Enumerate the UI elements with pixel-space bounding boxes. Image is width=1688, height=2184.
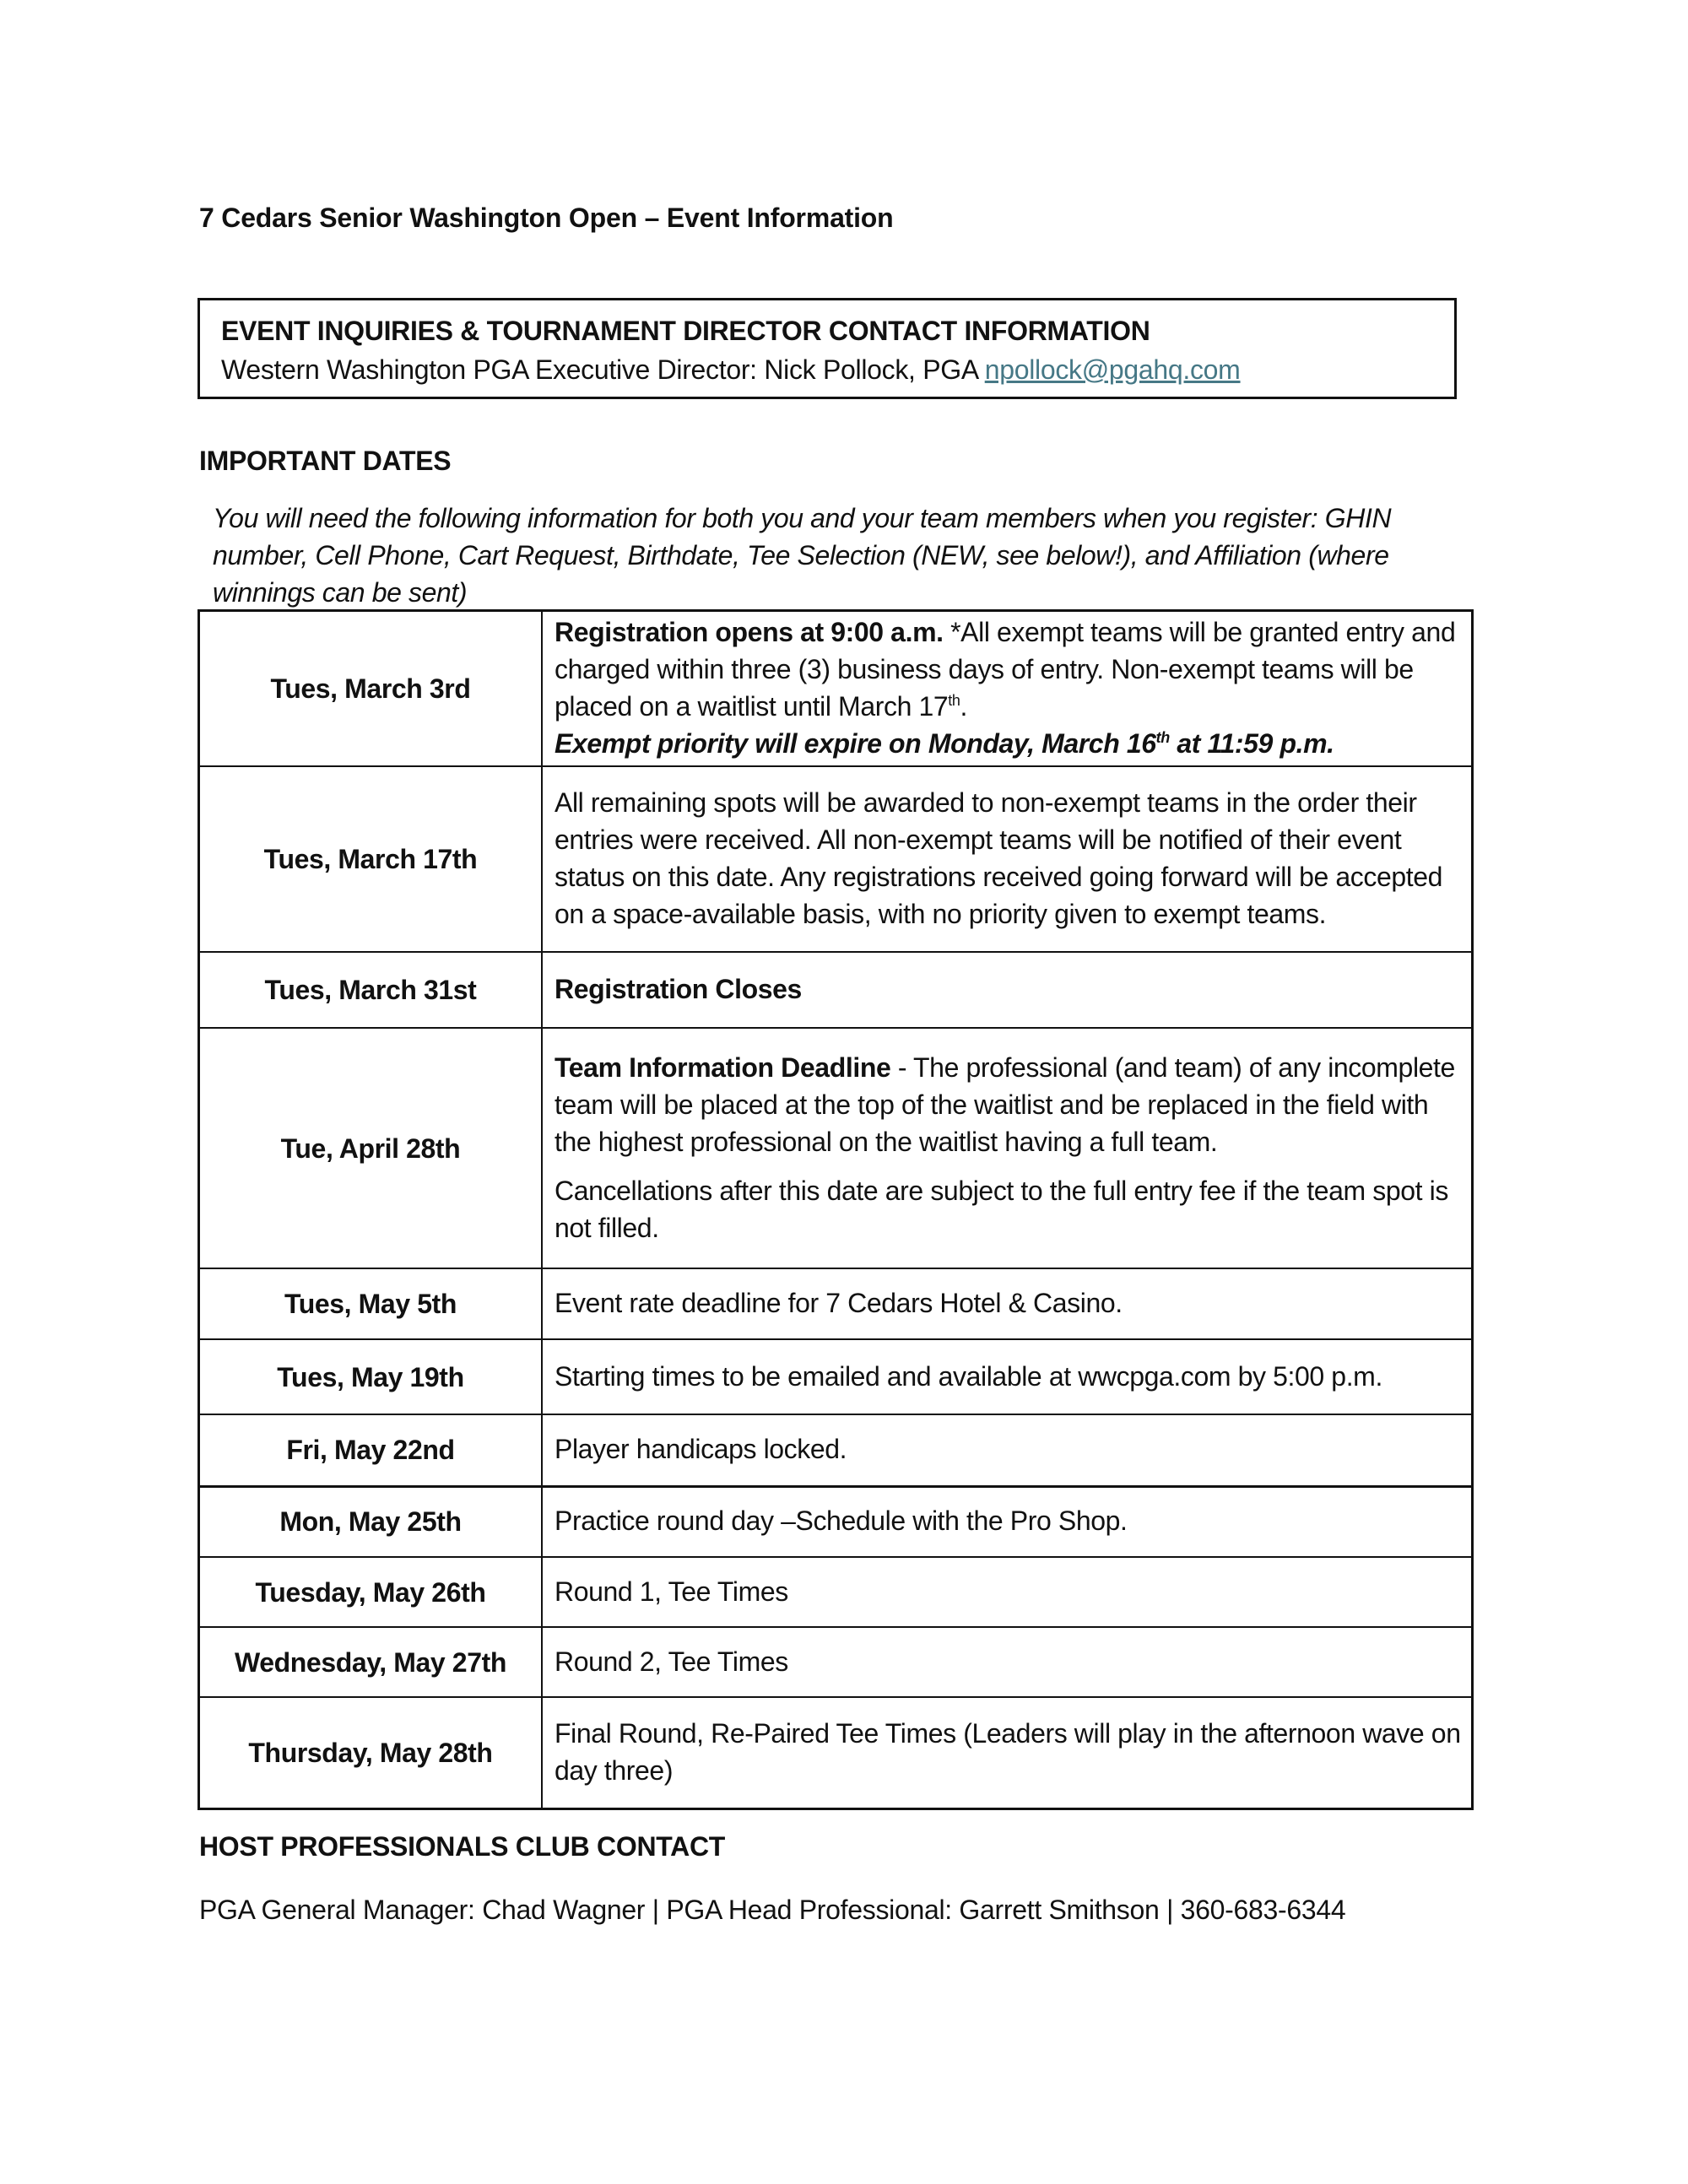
host-contact-line: PGA General Manager: Chad Wagner | PGA Head Professional: Garrett Smithson | 360-683-6344 xyxy=(199,1895,1346,1925)
description-cell: Starting times to be emailed and available at wwcpga.com by 5:00 p.m. xyxy=(542,1339,1473,1414)
contact-info-box xyxy=(197,298,1457,399)
contact-line xyxy=(221,349,1454,390)
table-row xyxy=(199,766,1473,952)
desc-text: - The professional (and team) of any incomplete team will be placed at the top of the waitlist and be replaced in the field with the highest professional on the waitlist having a full team. xyxy=(555,1051,1455,1157)
description-cell: Round 1, Tee Times xyxy=(542,1557,1473,1627)
registration-info-note: You will need the following information for both you and your team members when you register: GHIN number, Cell Phone, Cart Request, Birthdate, Tee Selection (NEW, see below!), and Affiliation (where winnings can be sent) xyxy=(213,503,1392,608)
document-title: 7 Cedars Senior Washington Open – Event Information xyxy=(199,203,894,233)
date-cell: Tues, May 19th xyxy=(199,1339,543,1414)
description-cell xyxy=(542,1028,1473,1268)
table-row xyxy=(199,1339,1473,1414)
table-row xyxy=(199,1627,1473,1697)
important-dates-table xyxy=(197,609,1474,1810)
description-cell: Round 2, Tee Times xyxy=(542,1627,1473,1697)
emphasis-text: Exempt priority will expire on Monday, March 16 xyxy=(555,728,1156,759)
description-cell: All remaining spots will be awarded to non-exempt teams in the order their entries were received. All non-exempt teams will be notified of their event status on this date. Any registrations received going forward will be accepted on a space-available basis, with no priority given to exempt teams. xyxy=(542,766,1473,952)
ordinal-suffix: th xyxy=(948,692,960,709)
host-contact-heading: HOST PROFESSIONALS CLUB CONTACT xyxy=(199,1831,725,1862)
date-cell: Fri, May 22nd xyxy=(199,1414,543,1486)
table-row xyxy=(199,1414,1473,1486)
ordinal-suffix: th xyxy=(1155,729,1170,746)
description-cell xyxy=(542,952,1473,1028)
bold-lead: Team Information Deadline xyxy=(555,1051,891,1083)
important-dates-heading: IMPORTANT DATES xyxy=(199,446,452,476)
table-row xyxy=(199,1028,1473,1268)
table-row xyxy=(199,952,1473,1028)
table-row xyxy=(199,611,1473,767)
table-row xyxy=(199,1268,1473,1339)
date-cell: Wednesday, May 27th xyxy=(199,1627,543,1697)
emphasis-text-end: at 11:59 p.m. xyxy=(1169,728,1334,759)
exempt-priority-notice xyxy=(555,728,1334,759)
description-cell xyxy=(542,611,1473,767)
date-cell: Tues, March 3rd xyxy=(199,611,543,767)
bold-lead: Registration Closes xyxy=(555,974,802,1004)
date-cell: Tuesday, May 26th xyxy=(199,1557,543,1627)
date-cell: Tues, March 17th xyxy=(199,766,543,952)
description-cell: Practice round day –Schedule with the Pro Shop. xyxy=(542,1486,1473,1557)
date-cell: Mon, May 25th xyxy=(199,1486,543,1557)
director-email-link[interactable]: npollock@pgahq.com xyxy=(984,354,1241,385)
description-cell: Player handicaps locked. xyxy=(542,1414,1473,1486)
director-text: Western Washington PGA Executive Director: Nick Pollock, PGA xyxy=(221,354,985,385)
table-row xyxy=(199,1557,1473,1627)
description-cell: Event rate deadline for 7 Cedars Hotel & Casino. xyxy=(542,1268,1473,1339)
date-cell: Tue, April 28th xyxy=(199,1028,543,1268)
date-cell: Thursday, May 28th xyxy=(199,1697,543,1808)
description-cell: Final Round, Re-Paired Tee Times (Leaders will play in the afternoon wave on day three) xyxy=(542,1697,1473,1808)
contact-box-heading: EVENT INQUIRIES & TOURNAMENT DIRECTOR CONTACT INFORMATION xyxy=(221,316,1150,346)
date-cell: Tues, May 5th xyxy=(199,1268,543,1339)
bold-lead: Registration opens at 9:00 a.m. xyxy=(555,617,944,647)
desc-text: *All exempt teams will be granted entry and charged within three (3) business days of entry. Non-exempt teams will be placed on a waitlist until March 17 xyxy=(555,617,1456,722)
cancellation-note: Cancellations after this date are subject to the full entry fee if the team spot is not filled. xyxy=(555,1175,1448,1243)
desc-text-end: . xyxy=(960,691,967,722)
date-cell: Tues, March 31st xyxy=(199,952,543,1028)
table-row xyxy=(199,1486,1473,1557)
table-row xyxy=(199,1697,1473,1808)
